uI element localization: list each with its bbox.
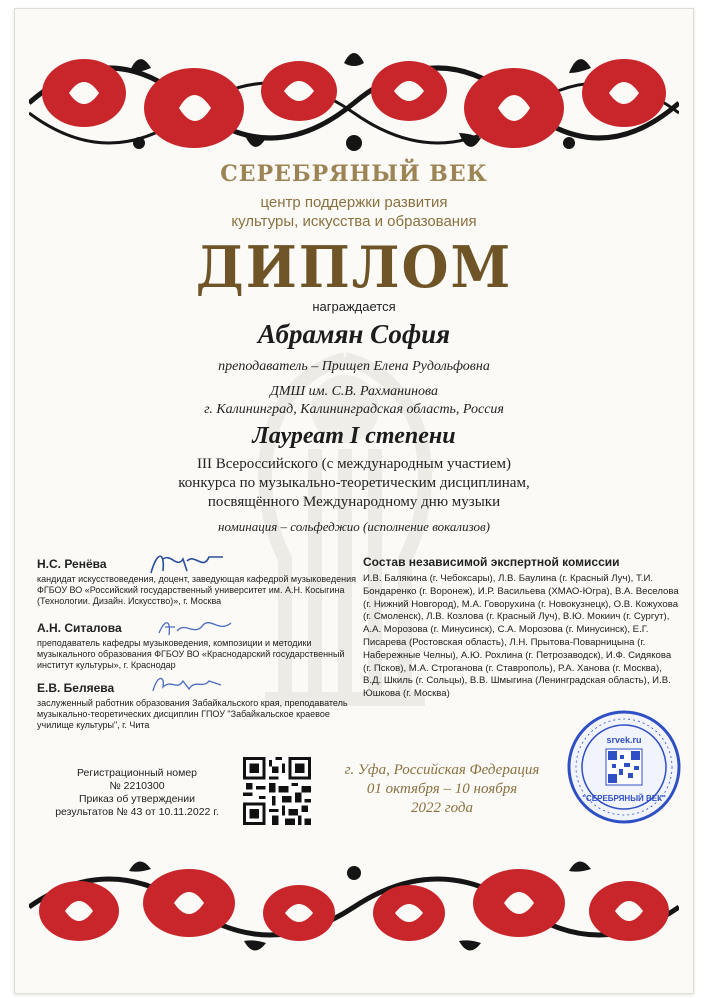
contest-line: посвящённого Международному дню музыки	[207, 494, 501, 510]
seal-stamp-icon	[566, 709, 682, 825]
signatory	[37, 557, 357, 607]
nomination: номинация – сольфеджио (исполнение вокализов)	[218, 519, 490, 534]
signatory	[37, 681, 357, 731]
event-dates: 01 октября – 10 ноября	[366, 781, 518, 797]
signature-icon	[149, 669, 229, 699]
signatory-description: кандидат искусствоведения, доцент, заведующая кафедрой музыковедения ФГБОУ ВО «Российский государственный университет им. А.Н. Косыгина (Технологии. Дизайн. Искусство)», г. Москва	[37, 574, 356, 606]
organization-tagline-line: центр поддержки развития	[260, 194, 448, 211]
event-year: 2022 года	[411, 800, 473, 816]
stamp-name: "СЕРЕБРЯНЫЙ ВЕК"	[582, 794, 666, 803]
school-block	[15, 383, 693, 419]
top-ornament-icon	[29, 33, 679, 173]
signature-icon	[155, 613, 235, 643]
signatory-name: А.Н. Ситалова	[37, 621, 122, 635]
expert-commission	[363, 555, 681, 701]
signatory-name: Н.С. Ренёва	[37, 557, 107, 571]
bottom-ornament-icon	[29, 851, 679, 963]
contest-description	[15, 455, 693, 512]
recipient-name: Абрамян София	[257, 319, 451, 349]
registration-line: Приказ об утверждении	[78, 793, 196, 805]
signature-icon	[147, 549, 227, 579]
signatory-description: заслуженный работник образования Забайкальского края, преподаватель музыкально-теоретических дисциплин ГПОУ "Забайкальское краевое училище культуры", г. Чита	[37, 698, 348, 730]
contest-line: III Всероссийского (с международным участием)	[196, 456, 512, 472]
commission-members: И.В. Балякина (г. Чебоксары), Л.В. Баулина (г. Красный Луч), Т.И. Бондаренко (г. Воронеж), И.Р. Васильева (ХМАО-Югра), В.А. Веселова (г. Нижний Новгород), М.А. Говорухина (г. Новокузнецк), О.В. Кожухова (г. Смоленск), Л.В. Козлова (г. Красный Луч), В.Ю. Мокиич (г. Сургут), А.А. Морозова (г. Минусинск), С.А. Морозова (г. Минусинск), Е.Г. Писарева (Ростовская область), Л.Н. Прытова-Поварницына (г. Набережные Челны), А.Ю. Рохлина (г. Петрозаводск), И.Ф. Сидякова (г. Псков), М.А. Строганова (г. Ставрополь), Р.А. Ханова (г. Москва), В.Д. Шкиль (г. Сольцы), В.В. Шмыгина (Ленинградская область), И.В. Юшкова (г. Москва)	[363, 573, 679, 700]
organization-name: СЕРЕБРЯНЫЙ ВЕК	[220, 161, 488, 187]
awarded-label: награждается	[312, 299, 396, 314]
registration-line: Регистрационный номер	[77, 767, 197, 779]
diploma-title: ДИПЛОМ	[195, 233, 513, 301]
school-name: ДМШ им. С.В. Рахманинова	[269, 384, 439, 399]
registration-line: № 2210300	[109, 780, 165, 792]
event-info	[319, 761, 565, 818]
organization-tagline-line: культуры, искусства и образования	[231, 213, 477, 230]
organization-tagline	[15, 193, 693, 231]
school-location: г. Калининград, Калининградская область, Россия	[204, 402, 504, 417]
signatory-name: Е.В. Беляева	[37, 681, 115, 695]
registration-line: результатов № 43 от 10.11.2022 г.	[55, 806, 219, 818]
teacher-line: преподаватель – Прищеп Елена Рудольфовна	[218, 359, 490, 374]
contest-line: конкурса по музыкально-теоретическим дисциплинам,	[178, 475, 530, 491]
stamp-site: srvek.ru	[606, 735, 642, 745]
event-place: г. Уфа, Российская Федерация	[344, 762, 540, 778]
registration-info	[37, 767, 237, 819]
signatory-description: преподаватель кафедры музыковедения, композиции и методики музыкального образования ФГБОУ ВО «Краснодарский государственный институт культуры», г. Краснодар	[37, 638, 345, 670]
signatory	[37, 621, 357, 671]
award-title: Лауреат I степени	[252, 423, 456, 449]
qr-code-icon[interactable]	[243, 757, 311, 825]
commission-heading: Состав независимой экспертной комиссии	[363, 555, 620, 569]
diploma-sheet	[14, 8, 694, 994]
